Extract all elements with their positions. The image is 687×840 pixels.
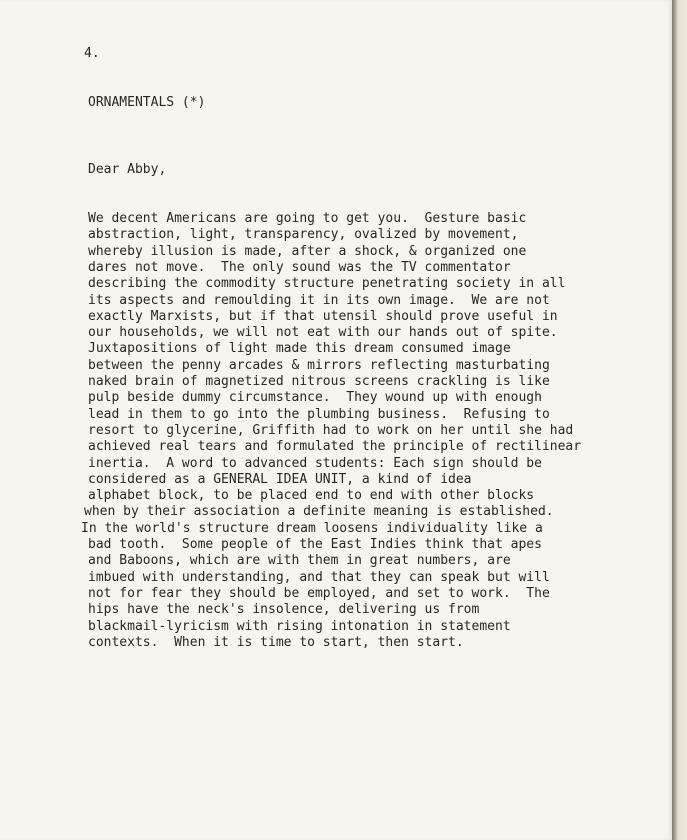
- page-number: 4.: [84, 46, 100, 61]
- body-line: Juxtapositions of light made this dream consumed image: [88, 341, 511, 357]
- page-gutter: [672, 0, 687, 840]
- body-line: naked brain of magnetized nitrous screens crackling is like: [88, 374, 550, 389]
- body-line: inertia. A word to advanced students: Each sign should be: [88, 455, 542, 471]
- body-line: our households, we will not eat with our hands out of spite.: [88, 325, 558, 341]
- body-line: hips have the neck's insolence, delivering us from: [88, 602, 480, 618]
- body-line: bad tooth. Some people of the East Indies think that apes: [88, 537, 542, 552]
- body-line: when by their association a definite meaning is established.: [84, 504, 554, 520]
- body-line: not for fear they should be employed, and set to work. The: [88, 585, 550, 601]
- body-line: describing the commodity structure penetrating society in all: [88, 276, 566, 292]
- body-line: its aspects and remoulding it in its own image. We are not: [88, 292, 550, 308]
- body-line: alphabet block, to be placed end to end with other blocks: [88, 488, 535, 504]
- body-line: whereby illusion is made, after a shock, & organized one: [88, 243, 527, 259]
- body-line: exactly Marxists, but if that utensil should prove useful in: [88, 308, 558, 324]
- body-line: abstraction, light, transparency, ovalized by movement,: [88, 227, 519, 243]
- document-title: ORNAMENTALS (*): [88, 95, 206, 110]
- body-line: In the world's structure dream loosens individuality like a: [81, 520, 543, 536]
- body-line: lead in them to go into the plumbing business. Refusing to: [88, 406, 550, 422]
- body-line: blackmail-lyricism with rising intonation in statement: [88, 618, 511, 634]
- salutation: Dear Abby,: [88, 162, 167, 177]
- body-line: between the penny arcades & mirrors reflecting masturbating: [88, 357, 550, 373]
- body-line: dares not move. The only sound was the TV commentator: [88, 259, 511, 275]
- body-line: considered as a GENERAL IDEA UNIT, a kind of idea: [88, 471, 472, 487]
- body-line: resort to glycerine, Griffith had to work on her until she had: [88, 422, 574, 438]
- body-line: pulp beside dummy circumstance. They wound up with enough: [88, 390, 542, 406]
- body-line: imbued with understanding, and that they can speak but will: [88, 569, 550, 585]
- body-line: We decent Americans are going to get you. Gesture basic: [88, 211, 527, 226]
- body-line: and Baboons, which are with them in great numbers, are: [88, 553, 511, 569]
- body-line: contexts. When it is time to start, then start.: [88, 634, 464, 650]
- body-line: achieved real tears and formulated the principle of rectilinear: [88, 439, 582, 455]
